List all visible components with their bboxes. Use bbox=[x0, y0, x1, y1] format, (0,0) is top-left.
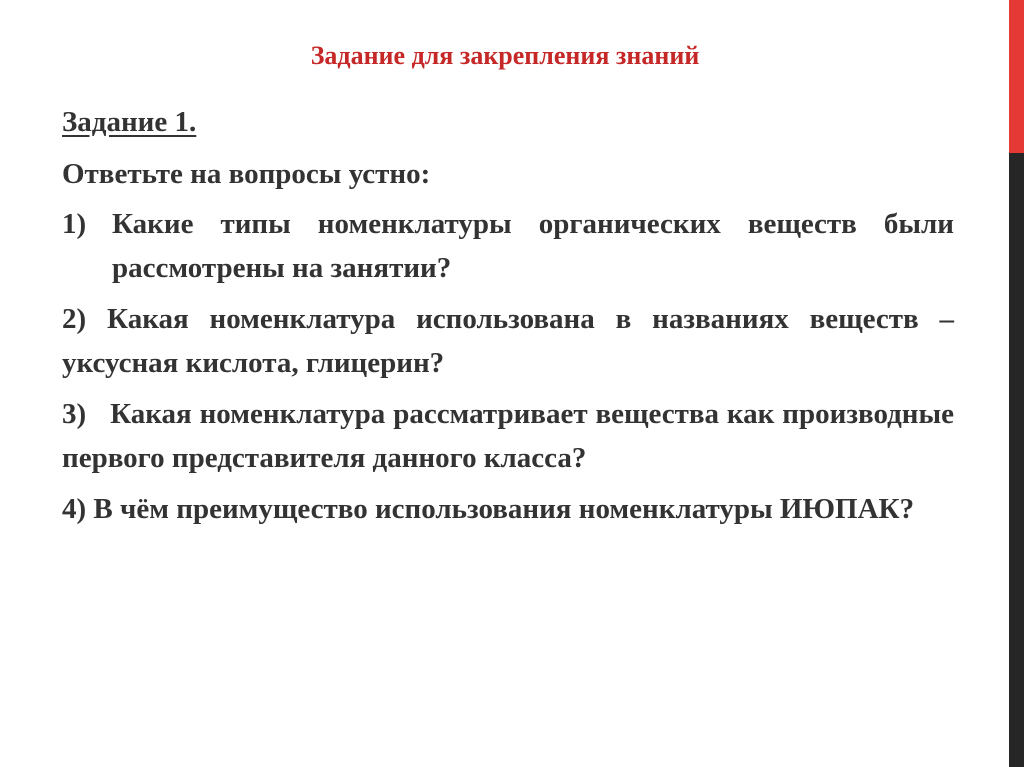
question-4-number: 4) bbox=[62, 493, 87, 525]
slide-content bbox=[62, 100, 954, 538]
question-2-number: 2) bbox=[62, 303, 87, 335]
question-4-text: В чём преимущество использования номенклатуры ИЮПАК? bbox=[93, 493, 915, 525]
question-4 bbox=[62, 487, 954, 531]
question-2 bbox=[62, 297, 954, 385]
task-instruction: Ответьте на вопросы устно: bbox=[62, 158, 431, 190]
accent-bar-dark bbox=[1009, 153, 1024, 767]
question-1-text: Какие типы номенклатуры органических веществ были рассмотрены на занятии? bbox=[112, 208, 954, 284]
question-3 bbox=[62, 392, 954, 480]
question-1 bbox=[62, 202, 954, 290]
slide-title: Задание для закрепления знаний bbox=[310, 41, 700, 70]
task-label: Задание 1. bbox=[62, 106, 197, 138]
question-2-text: Какая номенклатура использована в названиях веществ – уксусная кислота, глицерин? bbox=[62, 303, 955, 379]
accent-bar-red bbox=[1009, 0, 1024, 153]
question-3-number: 3) bbox=[62, 398, 87, 430]
question-3-text: Какая номенклатура рассматривает вещества как производные первого представителя данного класса? bbox=[62, 398, 954, 474]
question-1-number: 1) bbox=[62, 208, 87, 240]
